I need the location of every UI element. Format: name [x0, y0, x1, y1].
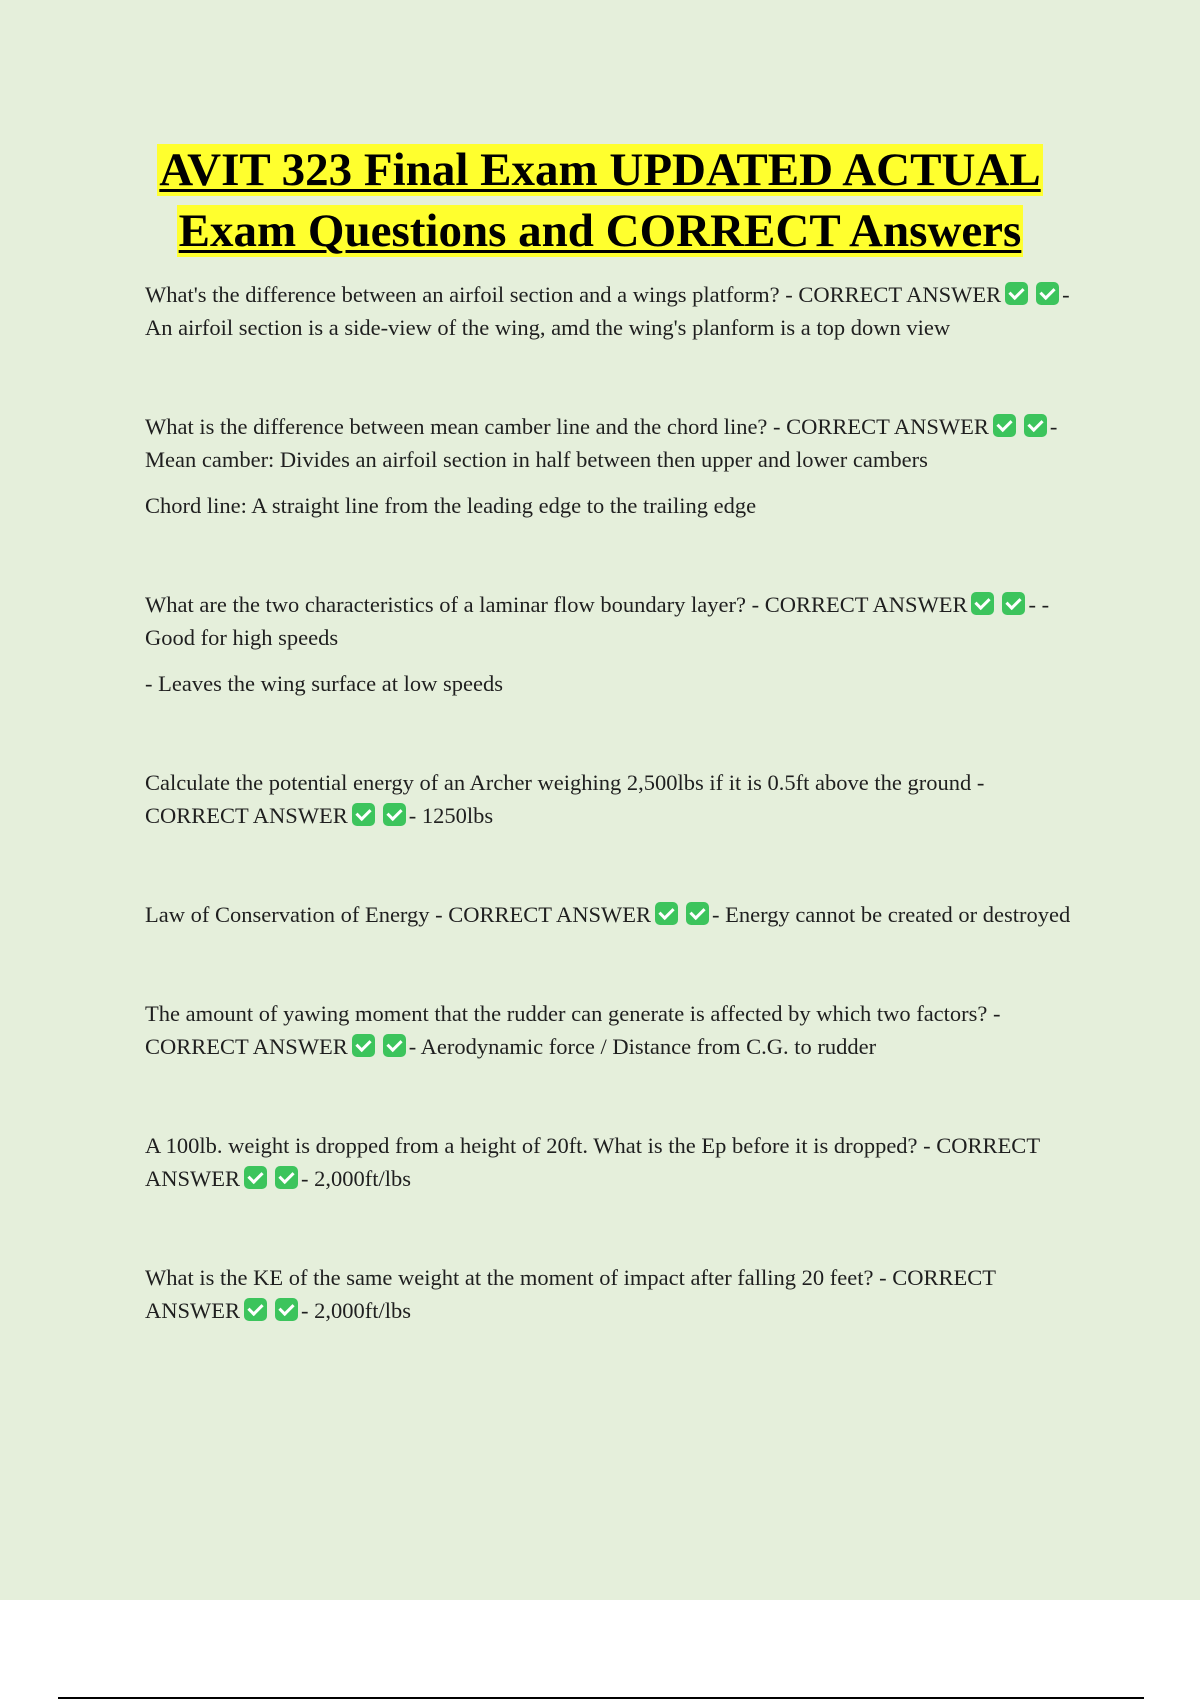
- correct-answer-label: ANSWER: [872, 592, 968, 617]
- qa-list: [145, 278, 1090, 1327]
- qa-item: [145, 766, 1090, 832]
- qa-question: [145, 588, 1090, 654]
- qa-question: [145, 997, 1090, 1063]
- question-text: What are the two characteristics of a laminar flow boundary layer? - CORRECT: [145, 592, 869, 617]
- qa-question: [145, 1261, 1090, 1327]
- correct-answer-label: CORRECT ANSWER: [145, 803, 348, 828]
- answer-text: - 1250lbs: [408, 803, 494, 828]
- qa-item: [145, 1129, 1090, 1195]
- check-mark-button-icon: [244, 1298, 267, 1321]
- question-text: Law of Conservation of Energy -: [145, 902, 443, 927]
- qa-item: [145, 1261, 1090, 1327]
- qa-question: [145, 278, 1090, 344]
- qa-question: [145, 1129, 1090, 1195]
- question-text: The amount of yawing moment that the rudder can generate is affected by which two factors? -: [145, 1001, 1001, 1026]
- check-mark-button-icon: [352, 1034, 375, 1057]
- footer-rule: [58, 1697, 1144, 1699]
- qa-item: [145, 898, 1090, 931]
- page-title: [0, 140, 1200, 262]
- correct-answer-label: CORRECT ANSWER: [448, 902, 652, 927]
- check-mark-button-icon: [244, 1166, 267, 1189]
- qa-item: [145, 410, 1090, 522]
- question-text: What's the difference between an airfoil section and a wings platform? - CORRECT: [145, 282, 902, 307]
- answer-continuation: Chord line: A straight line from the leading edge to the trailing edge: [145, 493, 757, 518]
- check-mark-button-icon: [275, 1298, 298, 1321]
- check-mark-button-icon: [655, 902, 678, 925]
- check-mark-button-icon: [1036, 282, 1059, 305]
- check-mark-button-icon: [383, 1034, 406, 1057]
- qa-item: [145, 278, 1090, 344]
- check-mark-button-icon: [275, 1166, 298, 1189]
- title-line-1: AVIT 323 Final Exam UPDATED ACTUAL: [159, 144, 1041, 196]
- answer-text: - Aerodynamic force / Distance from C.G. to rudder: [408, 1034, 877, 1059]
- correct-answer-label: CORRECT ANSWER: [145, 1133, 1040, 1191]
- answer-text: - - Good for high speeds: [145, 592, 1050, 650]
- qa-item: [145, 588, 1090, 700]
- check-mark-button-icon: [971, 592, 994, 615]
- answer-text: - An airfoil section is a side-view of the wing, amd the wing's planform is a top down view: [145, 282, 1070, 340]
- qa-question: [145, 898, 1090, 931]
- correct-answer-label: ANSWER: [145, 1298, 240, 1323]
- question-text: What is the difference between mean camber line and the chord line? - CORRECT: [145, 414, 890, 439]
- correct-answer-label: ANSWER: [893, 414, 989, 439]
- check-mark-button-icon: [1005, 282, 1028, 305]
- correct-answer-label: CORRECT ANSWER: [145, 1034, 348, 1059]
- answer-text: - Mean camber: Divides an airfoil section in half between then upper and lower cambers: [145, 414, 1058, 472]
- check-mark-button-icon: [1002, 592, 1025, 615]
- check-mark-button-icon: [993, 414, 1016, 437]
- question-text: Calculate the potential energy of an Archer weighing 2,500lbs if it is 0.5ft above the ground -: [145, 770, 985, 795]
- qa-question: [145, 410, 1090, 476]
- answer-text: - 2,000ft/lbs: [301, 1298, 411, 1323]
- check-mark-button-icon: [383, 803, 406, 826]
- question-text: A 100lb. weight is dropped from a height of 20ft. What is the Ep before it is dropped? -: [145, 1133, 931, 1158]
- question-text: What is the KE of the same weight at the moment of impact after falling 20 feet? - CORRECT: [145, 1265, 996, 1290]
- answer-continuation: - Leaves the wing surface at low speeds: [145, 671, 503, 696]
- answer-text: - 2,000ft/lbs: [301, 1166, 411, 1191]
- qa-item: [145, 997, 1090, 1063]
- title-line-2: Exam Questions and CORRECT Answers: [178, 205, 1022, 257]
- correct-answer-label: ANSWER: [906, 282, 1002, 307]
- check-mark-button-icon: [686, 902, 709, 925]
- qa-question: [145, 766, 1090, 832]
- answer-text: - Energy cannot be created or destroyed: [712, 902, 1071, 927]
- check-mark-button-icon: [352, 803, 375, 826]
- check-mark-button-icon: [1024, 414, 1047, 437]
